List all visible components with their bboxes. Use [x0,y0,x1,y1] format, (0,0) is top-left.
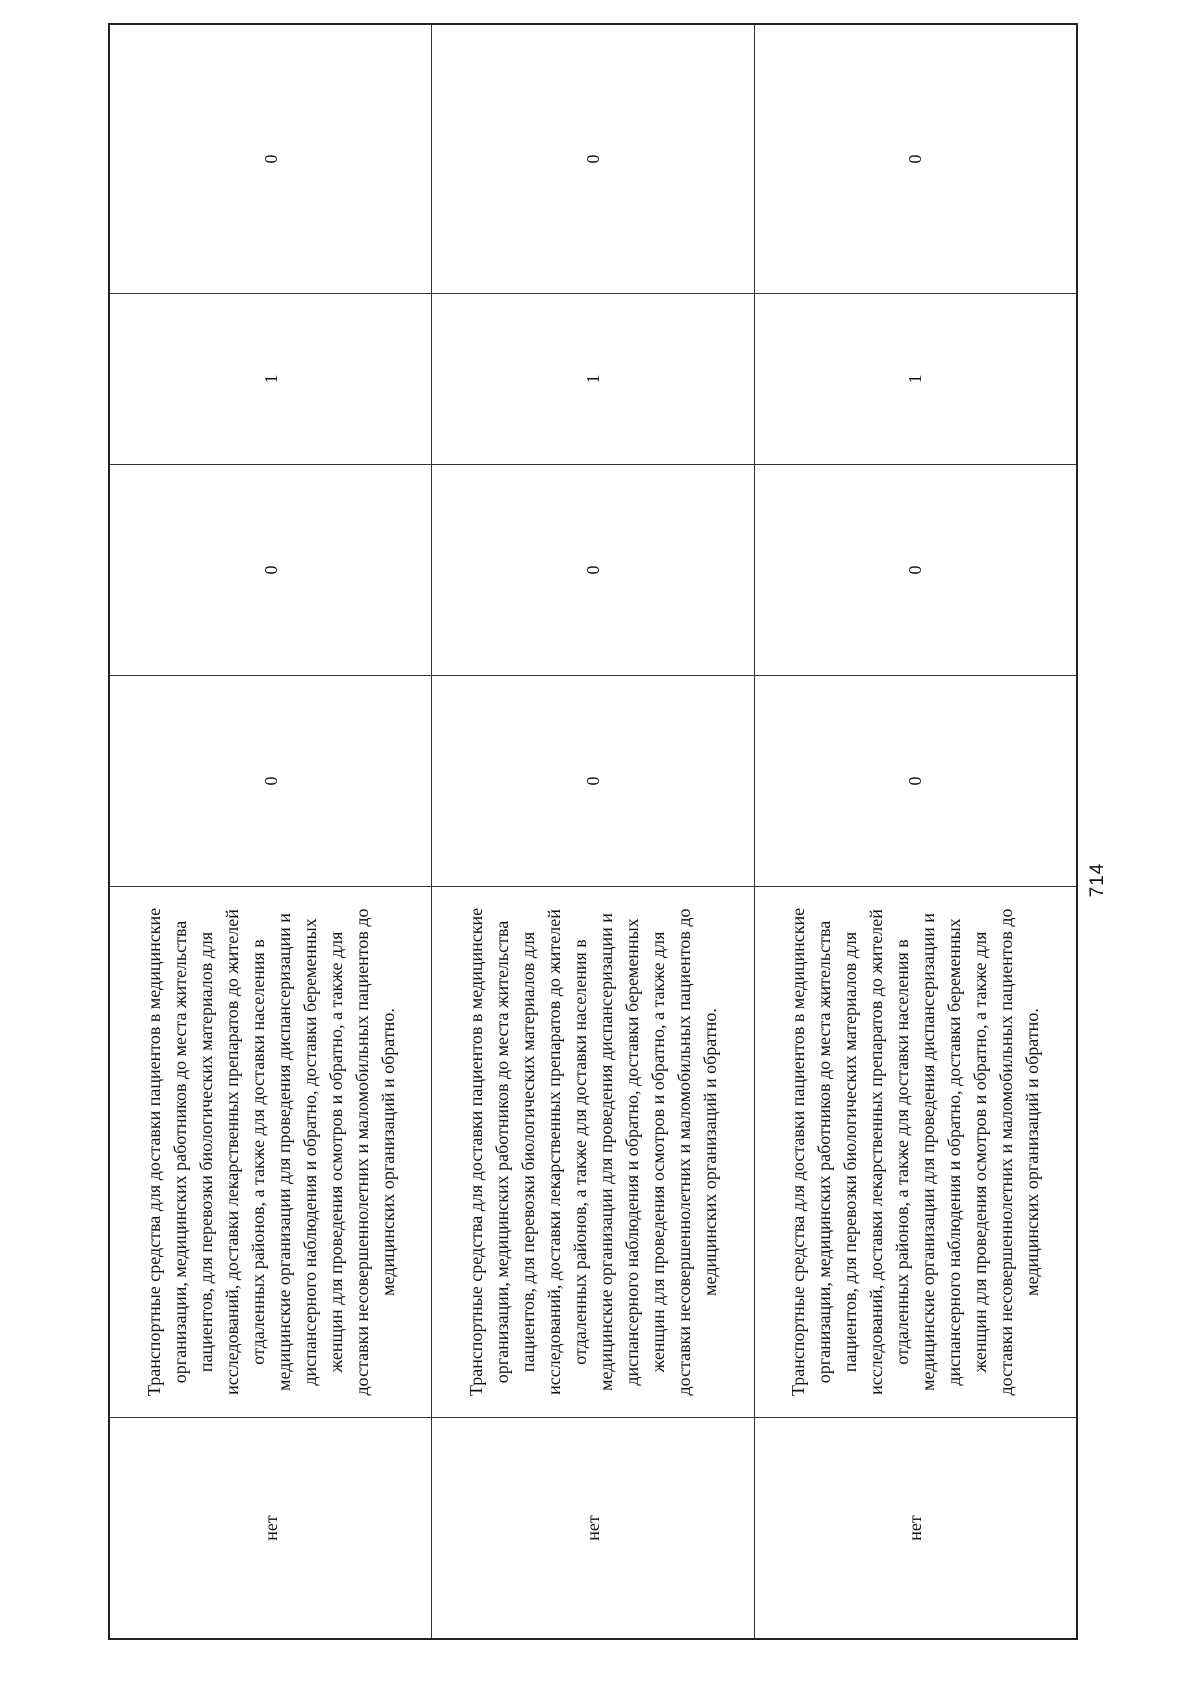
value-cell-4: 0 [109,24,432,294]
value-cell-4: 0 [754,24,1077,294]
table-row [754,24,1077,1639]
description-cell: Транспортные средства для доставки пациентов в медицинские организации, медицинских работников до места жительства пациентов, для перевозки биологических материалов для исследований, доставки лекарственных препаратов до жителей отдаленных районов, а также для доставки населения в медицинские организации для проведения диспансеризации и диспансерного наблюдения и обратно, доставки беременных женщин для проведения осмотров и обратно, а также для доставки несовершеннолетних и маломобильных пациентов до медицинских организаций и обратно. [432,887,754,1418]
description-cell: Транспортные средства для доставки пациентов в медицинские организации, медицинских работников до места жительства пациентов, для перевозки биологических материалов для исследований, доставки лекарственных препаратов до жителей отдаленных районов, а также для доставки населения в медицинские организации для проведения диспансеризации и диспансерного наблюдения и обратно, доставки беременных женщин для проведения осмотров и обратно, а также для доставки несовершеннолетних и маломобильных пациентов до медицинских организаций и обратно. [109,887,432,1418]
description-cell: Транспортные средства для доставки пациентов в медицинские организации, медицинских работников до места жительства пациентов, для перевозки биологических материалов для исследований, доставки лекарственных препаратов до жителей отдаленных районов, а также для доставки населения в медицинские организации для проведения диспансеризации и диспансерного наблюдения и обратно, доставки беременных женщин для проведения осмотров и обратно, а также для доставки несовершеннолетних и маломобильных пациентов до медицинских организаций и обратно. [754,887,1077,1418]
value-cell-1: 0 [109,676,432,887]
value-cell-3: 1 [432,294,754,465]
value-cell-3: 1 [109,294,432,465]
value-cell-1: 0 [754,676,1077,887]
availability-cell: нет [754,1418,1077,1640]
table-row [109,24,432,1639]
value-cell-4: 0 [432,24,754,294]
page-number: 714 [1087,862,1108,898]
table-row [432,24,754,1639]
equipment-table [108,23,1078,1640]
value-cell-2: 0 [754,465,1077,676]
value-cell-2: 0 [432,465,754,676]
availability-cell: нет [109,1418,432,1640]
value-cell-3: 1 [754,294,1077,465]
availability-cell: нет [432,1418,754,1640]
value-cell-2: 0 [109,465,432,676]
rotated-table-container [108,152,1078,1640]
value-cell-1: 0 [432,676,754,887]
